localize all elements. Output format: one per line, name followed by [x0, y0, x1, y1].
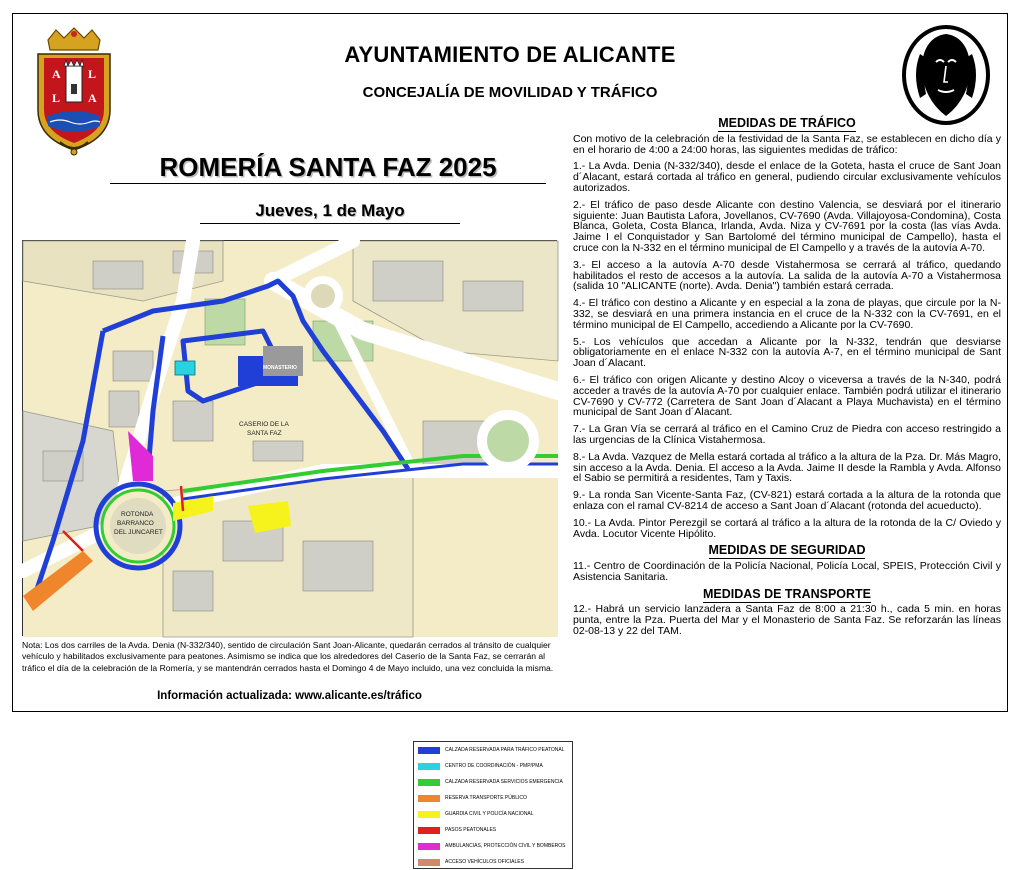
legend-label: RESERVA TRANSPORTE PÚBLICO — [445, 795, 527, 801]
measure-item: 7.- La Gran Vía se cerrará al tráfico en el Camino Cruz de Piedra con acceso restringido a las urgencias de la Clínica Vistahermosa. — [573, 423, 1001, 446]
svg-text:L: L — [88, 67, 97, 81]
traffic-measures-list — [573, 161, 1001, 539]
legend-label: CENTRO DE COORDINACIÓN - PMP/PMA — [445, 763, 543, 769]
security-heading: MEDIDAS DE SEGURIDAD — [708, 543, 866, 558]
legend-entry — [414, 790, 572, 806]
svg-text:L: L — [52, 91, 61, 105]
legend-entry — [414, 822, 572, 838]
legend-entry — [414, 774, 572, 790]
map-label-rotonda-3: DEL JUNCARET — [114, 529, 163, 536]
organization-title: AYUNTAMIENTO DE ALICANTE — [344, 42, 676, 67]
legend-label: CALZADA RESERVADA SERVICIOS EMERGENCIA — [445, 779, 563, 785]
map-label-rotonda-2: BARRANCO — [117, 520, 154, 527]
svg-text:A: A — [88, 91, 97, 105]
legend-label: CALZADA RESERVADA PARA TRÁFICO PEATONAL — [445, 747, 565, 753]
measure-item: 2.- El tráfico de paso desde Alicante con destino Valencia, se desviará por el itinerario siguiente: Juan Bautista Lafora, Jovellanos, CV-7690 (Avda. Villajoyosa-Condomina), Costa Blanca, Goleta, Costa Blanca, Irlanda, Avda. Niza y CV-7691 por la costa (las vías Avda. Jaime I el Conquistador y San Bartolomé del término municipal de Campello), hasta el cruce con la N-332 en el término municipal de El Campello y a través de la autovía A-70. — [573, 198, 1001, 254]
legend-swatch — [418, 795, 440, 802]
security-measures-list — [573, 561, 1001, 583]
legend-entry — [414, 838, 572, 854]
legend-entry — [414, 758, 572, 774]
measures-column — [573, 116, 1001, 643]
department-title: CONCEJALÍA DE MOVILIDAD Y TRÁFICO — [362, 84, 658, 101]
traffic-intro: Con motivo de la celebración de la festividad de la Santa Faz, se establecen en dicho día y en el horario de 4:00 a 24:00 horas, las siguientes medidas de tráfico: — [573, 132, 1001, 156]
event-title-underline — [110, 183, 546, 184]
legend-swatch — [418, 843, 440, 850]
event-title: ROMERÍA SANTA FAZ 2025 — [159, 152, 497, 182]
measure-item: 11.- Centro de Coordinación de la Policía Nacional, Policía Local, SPEIS, Protección Civil y Asistencia Sanitaria. — [573, 560, 1001, 583]
legend-swatch — [418, 747, 440, 754]
svg-text:A: A — [52, 67, 61, 81]
legend-swatch — [418, 811, 440, 818]
legend-entry — [414, 806, 572, 822]
map-label-caserio-1: CASERIO DE LA — [239, 421, 289, 428]
measure-item: 4.- El tráfico con destino a Alicante y en especial a la zona de playas, que circule por la N-332, se desviará en una primera instancia en el cruce de la N-332 con la CV-7691, en el término municipal de El Campello, accediendo a Alicante por la CV-7690. — [573, 297, 1001, 331]
measure-item: 6.- El tráfico con origen Alicante y destino Alcoy o viceversa a través de la N-340, podrá acceder a través de la autovía A-70 por cualquier enlace. También podrá utilizar el itinerario CV-7690 y CV-772 (Carretera de Sant Joan d´Alacant a Playa Muchavista) en el término municipal de Sant Joan d´Alacant. — [573, 373, 1001, 419]
measure-item: 3.- El acceso a la autovía A-70 desde Vistahermosa se cerrará al tráfico, quedando habilitados el resto de accesos a la autovía. La salida de la autovía A-70 a Vistahermosa (salida 10 "ALICANTE (norte). Avda. Denia") también estará cerrada. — [573, 258, 1001, 293]
map-legend — [413, 741, 573, 869]
transport-measures-list — [573, 604, 1001, 636]
event-date-underline — [200, 223, 460, 224]
measure-item: 8.- La Avda. Vazquez de Mella estará cortada al tráfico a la altura de la Pza. Dr. Más Magro, sin acceso a la Avda. Denia. El acceso a la Avda. Jaime II desde la Rambla y Avda. Alfonso el Sabio se permitirá a residentes, Tam y Taxis. — [573, 450, 1001, 485]
measure-item: 9.- La ronda San Vicente-Santa Faz, (CV-821) estará cortada a la altura de la rotonda que enlaza con el ramal CV-8214 de acceso a Sant Joan d´Alacant (rotonda del acueducto). — [573, 489, 1001, 512]
info-link[interactable]: Información actualizada: www.alicante.es/tráfico — [157, 690, 422, 702]
legend-label: PASOS PEATONALES — [445, 827, 497, 833]
legend-swatch — [418, 779, 440, 786]
legend-swatch — [418, 859, 440, 866]
traffic-heading: MEDIDAS DE TRÁFICO — [718, 116, 856, 130]
measure-item: 10.- La Avda. Pintor Perezgil se cortará al tráfico a la altura de la rotonda de la C/ Oviedo y Avda. Locutor Vicente Hipólito. — [573, 516, 1001, 540]
measure-item: 12.- Habrá un servicio lanzadera a Santa Faz de 8:00 a 21:30 h., cada 5 min. en horas punta, entre la Pza. Puerta del Mar y el Monasterio de Santa Faz. Se reforzarán las líneas 02-08-13 y 22 del TAM. — [573, 603, 1001, 638]
legend-label: ACCESO VEHÍCULOS OFICIALES — [445, 859, 524, 865]
measure-item: 5.- Los vehículos que accedan a Alicante por la N-332, tendrán que desviarse obligatoriamente en el enlace N-332 con la autovía A-7, en el término municipal de Sant Joan d´Alacant. — [573, 335, 1001, 370]
alicante-coat-of-arms-icon — [30, 26, 118, 158]
legend-entry — [414, 854, 572, 870]
legend-swatch — [418, 763, 440, 770]
event-date: Jueves, 1 de Mayo — [255, 201, 405, 220]
map-note: Nota: Los dos carriles de la Avda. Denia (N-332/340), sentido de circulación Sant Joan-Alicante, quedarán cerrados al tránsito de cualquier vehículo y habilitados exclusivamente para peatones. Asimismo se indica que los alrededores del Caserío de la Santa Faz, se cerrarán al tráfico el día de la celebración de la Romería, y se mantendrán cerrados hasta el Domingo 4 de Mayo incluido, una vez concluida la misma. — [22, 640, 554, 673]
legend-label: AMBULANCIAS, PROTECCIÓN CIVIL Y BOMBEROS — [445, 843, 566, 849]
map-label-caserio-2: SANTA FAZ — [247, 430, 282, 437]
legend-swatch — [418, 827, 440, 834]
map-label-monastery: MONASTERIO — [263, 365, 297, 371]
legend-entry — [414, 742, 572, 758]
santa-faz-emblem-icon — [900, 24, 992, 126]
map-label-rotonda-1: ROTONDA — [121, 511, 154, 518]
legend-label: GUARDIA CIVIL Y POLICÍA NACIONAL — [445, 811, 534, 817]
measure-item: 1.- La Avda. Denia (N-332/340), desde el enlace de la Goteta, hasta el cruce de Sant Joan d´Alacant, estará cortada al tráfico en general, pudiendo circular exclusivamente vehículos autorizados. — [573, 160, 1001, 194]
transport-heading: MEDIDAS DE TRANSPORTE — [702, 586, 872, 601]
